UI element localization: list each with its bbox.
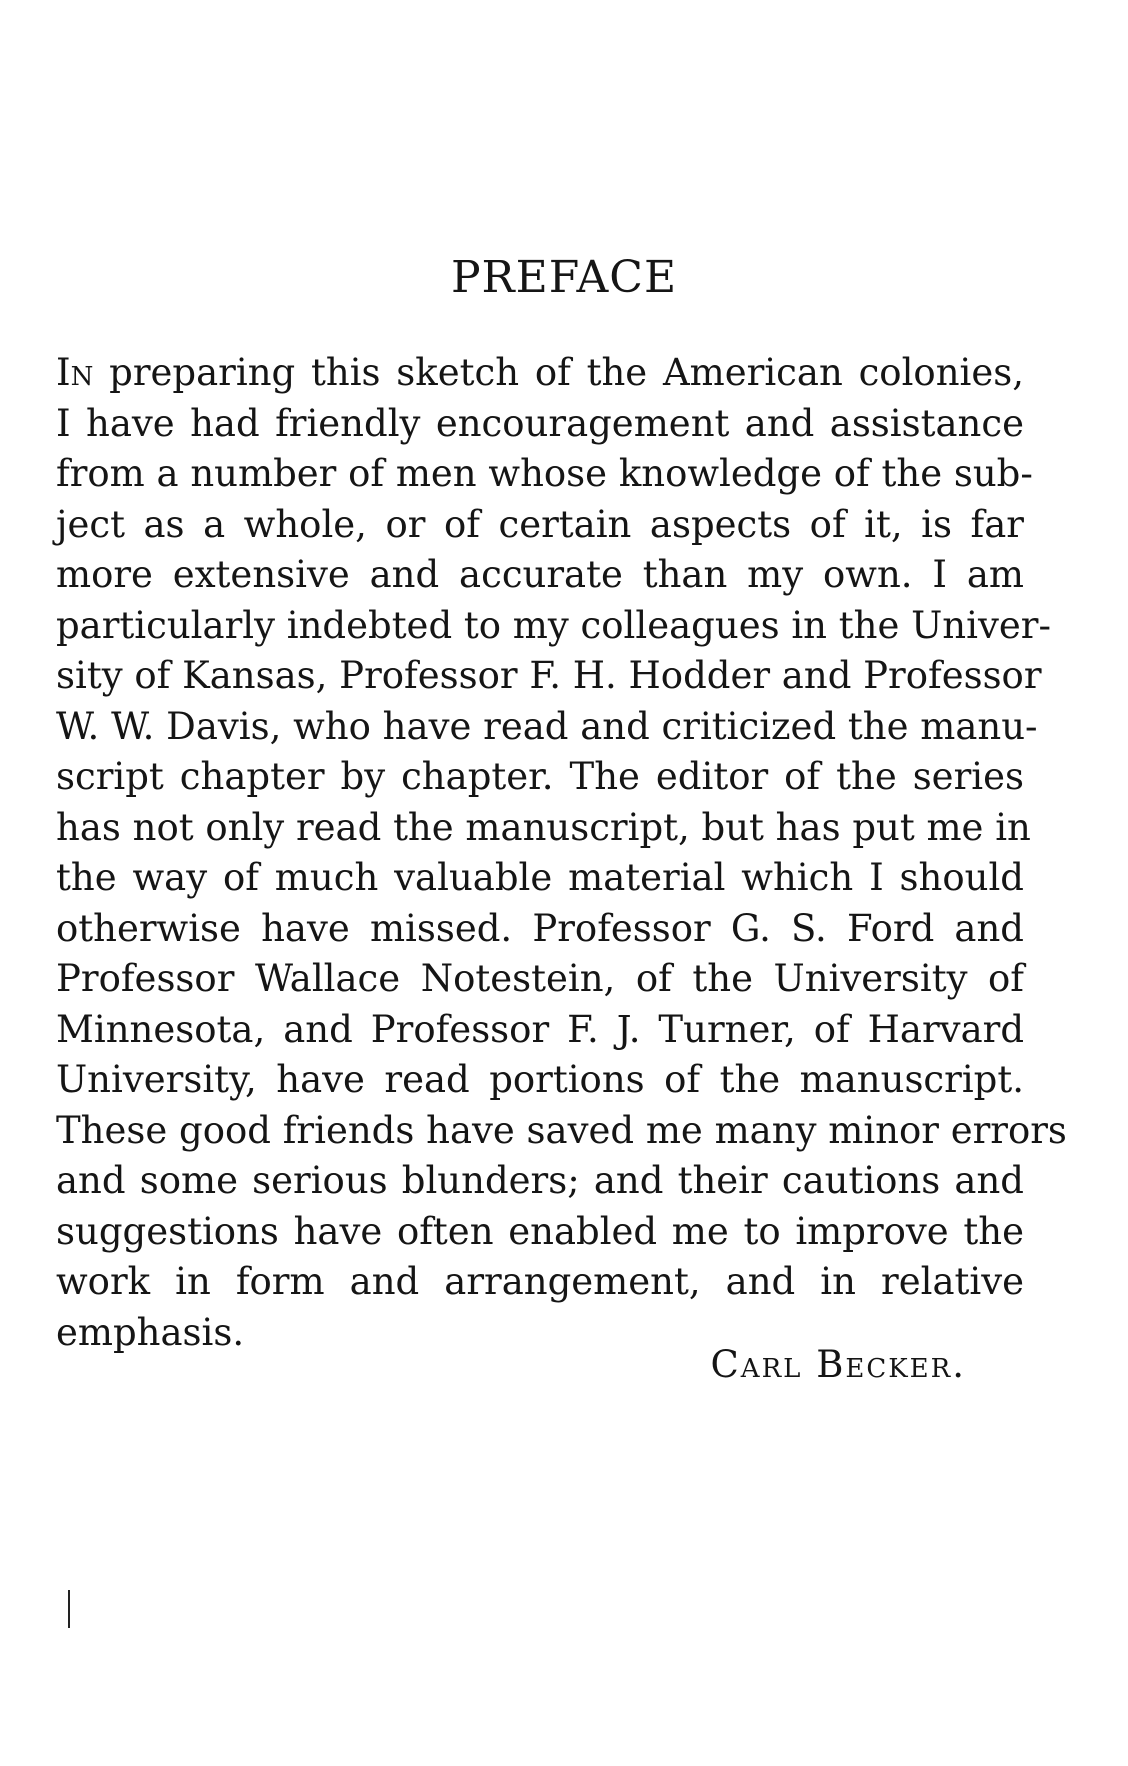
preface-line: more extensive and accurate than my own. I am (56, 553, 1024, 596)
preface-line: suggestions have often enabled me to improve the (56, 1209, 1024, 1253)
preface-line: ject as a whole, or of certain aspects of it, is far (56, 502, 1024, 546)
margin-mark (68, 1590, 70, 1628)
opening-word: In (56, 351, 94, 394)
preface-line: and some serious blunders; and their cautions and (56, 1159, 1024, 1202)
preface-line: I have had friendly encouragement and assistance (56, 401, 1024, 445)
preface-line: script chapter by chapter. The editor of the series (56, 755, 1024, 798)
preface-line: otherwise have missed. Professor G. S. Ford and (56, 906, 1024, 950)
preface-line: from a number of men whose knowledge of the sub- (56, 452, 1033, 495)
preface-line: particularly indebted to my colleagues in the Univer- (56, 603, 1051, 647)
preface-line: work in form and arrangement, and in relative (56, 1260, 1024, 1303)
preface-line: the way of much valuable material which I should (56, 856, 1024, 899)
preface-heading: PREFACE (450, 252, 678, 303)
preface-line: Professor Wallace Notestein, of the University of (56, 957, 1024, 1000)
preface-body (56, 348, 1067, 1358)
author-signature: Carl Becker. (710, 1343, 966, 1386)
preface-line: W. W. Davis, who have read and criticized the manu- (56, 704, 1038, 748)
preface-line: University, have read portions of the manuscript. (56, 1058, 1024, 1101)
preface-line: sity of Kansas, Professor F. H. Hodder and Professor (56, 654, 1042, 697)
preface-line: emphasis. (56, 1310, 245, 1354)
preface-line: In preparing this sketch of the American colonies, (56, 351, 1024, 394)
preface-line: has not only read the manuscript, but has put me in (56, 805, 1031, 849)
preface-line: Minnesota, and Professor F. J. Turner, of Harvard (56, 1007, 1024, 1051)
preface-line: These good friends have saved me many minor errors (56, 1108, 1067, 1152)
